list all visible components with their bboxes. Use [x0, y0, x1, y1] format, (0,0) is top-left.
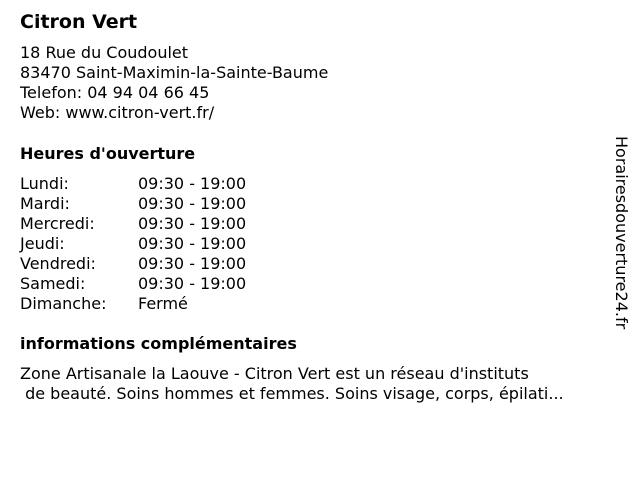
address-street: 18 Rue du Coudoulet — [20, 43, 189, 62]
hours-row-sunday — [20, 294, 280, 314]
phone-number: Telefon: 04 94 04 66 45 — [20, 83, 210, 102]
day-label: Samedi: — [20, 274, 86, 293]
business-name: Citron Vert — [20, 11, 138, 33]
business-description — [20, 364, 564, 404]
hours-row-tuesday — [20, 194, 280, 214]
day-label: Jeudi: — [20, 234, 65, 253]
address-city: 83470 Saint-Maximin-la-Sainte-Baume — [20, 63, 329, 82]
hours-row-saturday — [20, 274, 280, 294]
opening-hours-list — [20, 174, 280, 314]
day-label: Mercredi: — [20, 214, 95, 233]
opening-hours-heading: Heures d'ouverture — [20, 144, 196, 163]
hours-row-wednesday — [20, 214, 280, 234]
day-label: Mardi: — [20, 194, 70, 213]
business-address — [20, 43, 328, 123]
day-hours: Fermé — [138, 294, 188, 313]
day-hours: 09:30 - 19:00 — [138, 274, 247, 293]
description-line-2: de beauté. Soins hommes et femmes. Soins visage, corps, épilati... — [20, 384, 564, 403]
day-hours: 09:30 - 19:00 — [138, 194, 247, 213]
site-watermark: Horairesdouverture24.fr — [612, 136, 631, 330]
hours-row-thursday — [20, 234, 280, 254]
hours-row-friday — [20, 254, 280, 274]
day-hours: 09:30 - 19:00 — [138, 254, 247, 273]
description-line-1: Zone Artisanale la Laouve - Citron Vert est un réseau d'instituts — [20, 364, 529, 383]
day-label: Dimanche: — [20, 294, 107, 313]
website-link[interactable]: Web: www.citron-vert.fr/ — [20, 103, 215, 122]
day-hours: 09:30 - 19:00 — [138, 214, 247, 233]
additional-info-heading: informations complémentaires — [20, 334, 297, 353]
day-hours: 09:30 - 19:00 — [138, 234, 247, 253]
hours-row-monday — [20, 174, 280, 194]
day-hours: 09:30 - 19:00 — [138, 174, 247, 193]
day-label: Vendredi: — [20, 254, 96, 273]
day-label: Lundi: — [20, 174, 69, 193]
